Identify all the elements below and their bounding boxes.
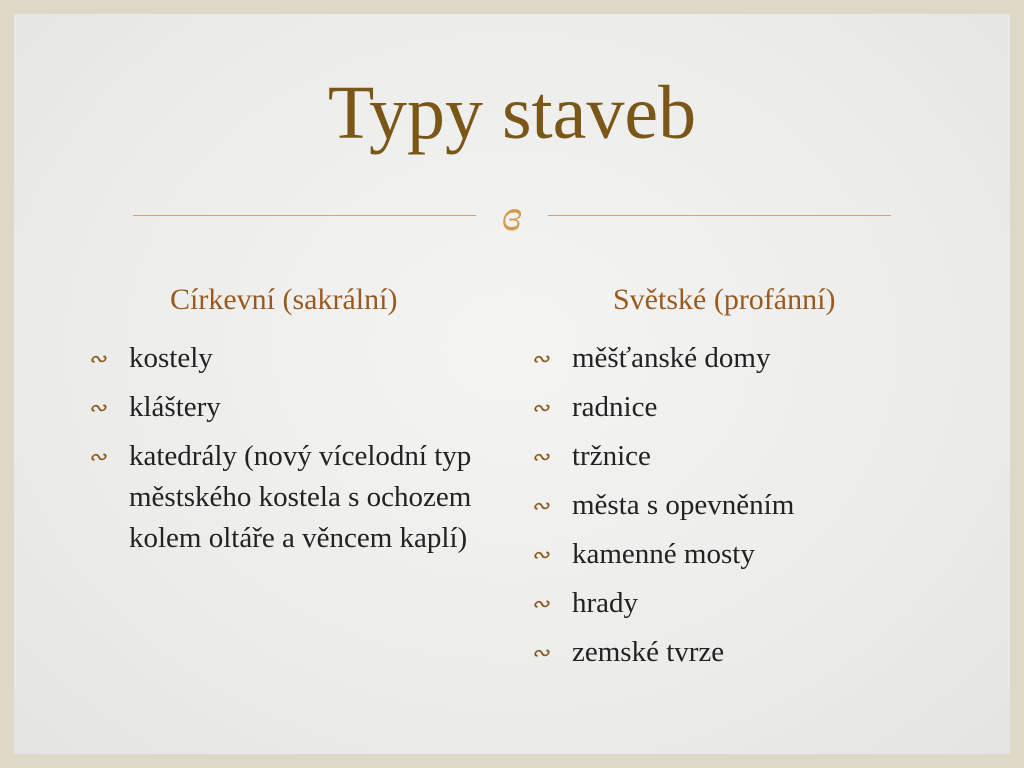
list-item-text: měšťanské domy bbox=[572, 342, 771, 374]
bullet-icon: ∾ bbox=[88, 395, 107, 420]
divider-line-right bbox=[548, 215, 891, 216]
bullet-icon: ∾ bbox=[531, 395, 550, 420]
bullet-icon: ∾ bbox=[531, 493, 550, 518]
list-item bbox=[88, 338, 498, 379]
list-item bbox=[531, 485, 971, 526]
bullet-icon: ∾ bbox=[531, 542, 550, 567]
list-item-text: kamenné mosty bbox=[572, 538, 755, 570]
profane-list bbox=[531, 338, 971, 681]
bullet-icon: ∾ bbox=[531, 591, 550, 616]
divider-line-left bbox=[133, 215, 476, 216]
bullet-icon: ∾ bbox=[531, 346, 550, 371]
list-item bbox=[531, 436, 971, 477]
list-item bbox=[531, 583, 971, 624]
list-item bbox=[531, 534, 971, 575]
bullet-icon: ∾ bbox=[531, 640, 550, 665]
sacral-list bbox=[88, 338, 498, 567]
list-item-text: kláštery bbox=[129, 391, 221, 423]
slide-title: Typy staveb bbox=[327, 71, 697, 155]
list-item-text: kostely bbox=[129, 342, 213, 374]
list-item-text: zemské tvrze bbox=[572, 636, 725, 668]
ornament-icon: ɞ bbox=[501, 191, 523, 240]
column-heading-sacral: Církevní (sakrální) bbox=[170, 283, 398, 316]
list-item-text: hrady bbox=[572, 587, 639, 619]
list-item bbox=[531, 387, 971, 428]
list-item bbox=[88, 436, 498, 559]
column-heading-profane: Světské (profánní) bbox=[613, 283, 836, 316]
list-item bbox=[88, 387, 498, 428]
bullet-icon: ∾ bbox=[531, 444, 550, 469]
list-item bbox=[531, 632, 971, 673]
list-item-text: katedrály (nový vícelodní typ městského kostela s ochozem kolem oltáře a věncem kaplí) bbox=[129, 440, 472, 554]
bullet-icon: ∾ bbox=[88, 444, 107, 469]
list-item-text: města s opevněním bbox=[572, 489, 795, 521]
bullet-icon: ∾ bbox=[88, 346, 107, 371]
list-item-text: tržnice bbox=[572, 440, 651, 472]
list-item-text: radnice bbox=[572, 391, 658, 423]
list-item bbox=[531, 338, 971, 379]
